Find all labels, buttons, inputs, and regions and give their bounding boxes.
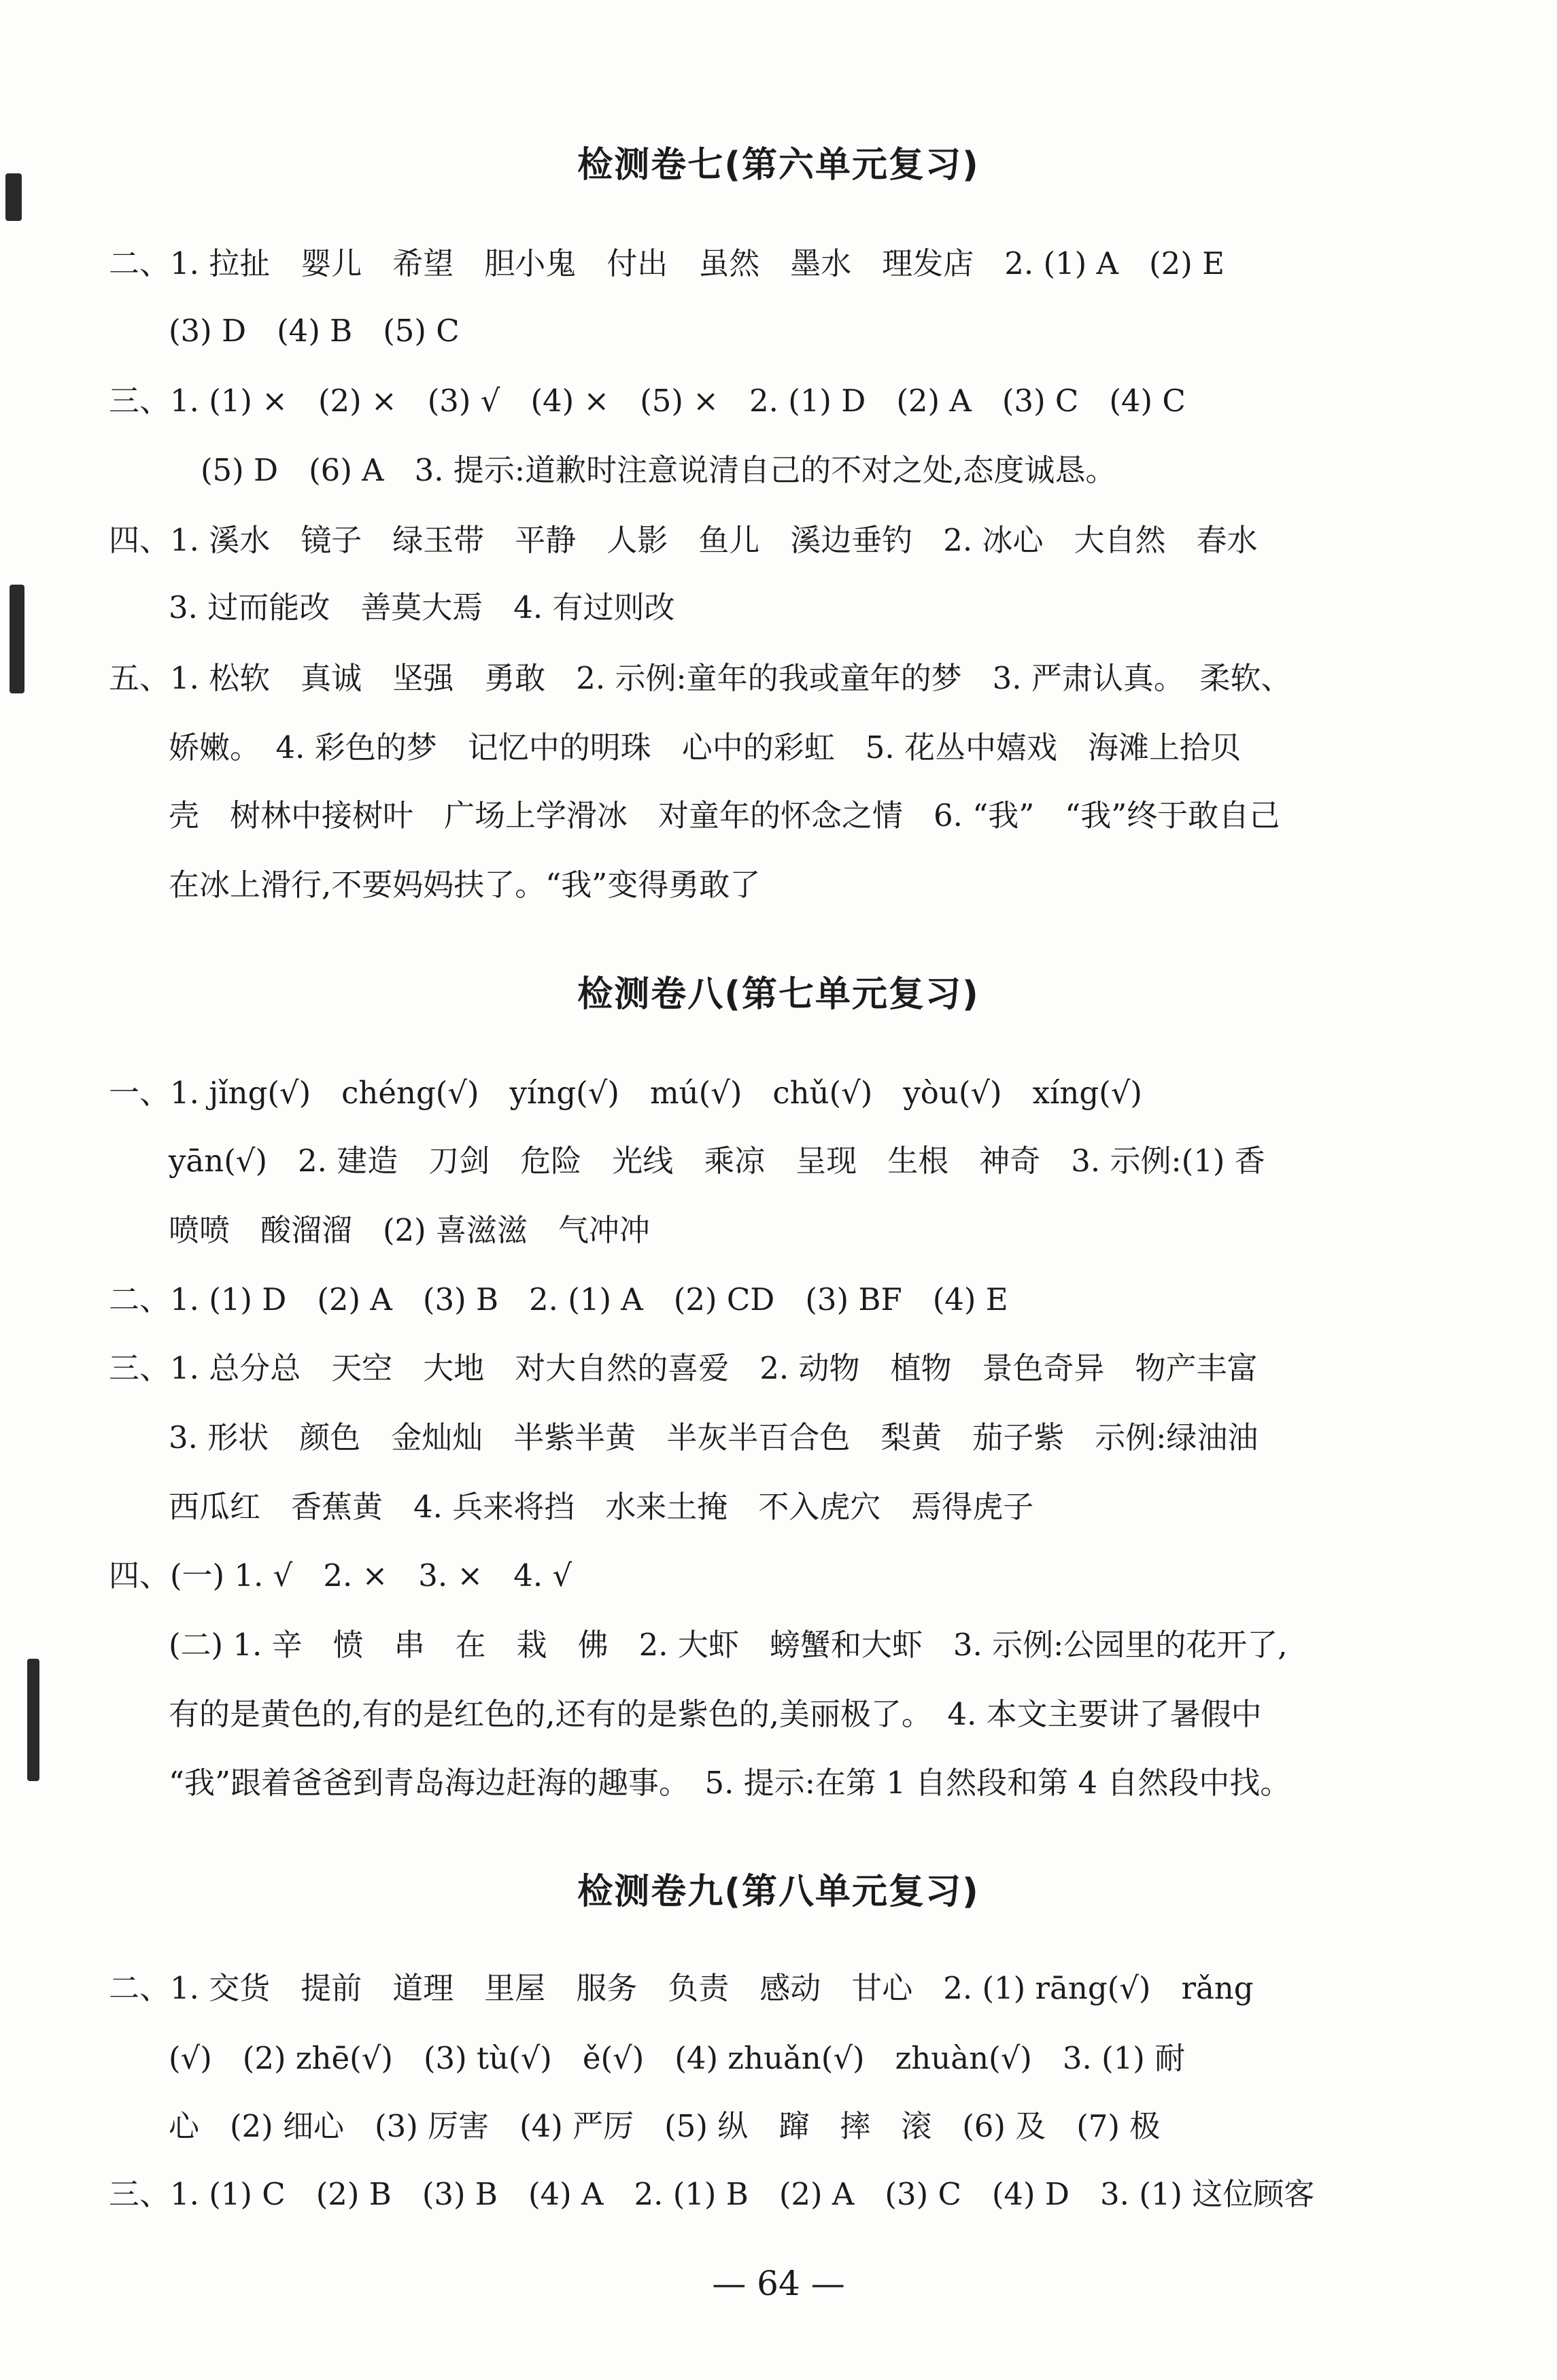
scan-mark-bottom bbox=[27, 1659, 39, 1781]
answer-line: 二、1. 交货 提前 道理 里屋 服务 负责 感动 甘心 2. (1) rāng(√) rǎng bbox=[109, 1970, 1254, 2006]
section-title: 检测卷八(第七单元复习) bbox=[577, 974, 980, 1015]
answer-line: 壳 树林中接树叶 广场上学滑冰 对童年的怀念之情 6. “我” “我”终于敢自己 bbox=[169, 797, 1280, 833]
answer-line: 二、1. (1) D (2) A (3) B 2. (1) A (2) CD (3) BF (4) E bbox=[109, 1281, 1008, 1317]
answer-line: “我”跟着爸爸到青岛海边赶海的趣事。 5. 提示:在第 1 自然段和第 4 自然段中找。 bbox=[169, 1765, 1291, 1801]
answer-line: 一、1. jǐng(√) chéng(√) yíng(√) mú(√) chǔ(√) yòu(√) xíng(√) bbox=[109, 1075, 1142, 1111]
answer-line: (3) D (4) B (5) C bbox=[169, 313, 460, 349]
answer-line: 三、1. 总分总 天空 大地 对大自然的喜爱 2. 动物 植物 景色奇异 物产丰富 bbox=[109, 1350, 1258, 1386]
answer-line: 有的是黄色的,有的是红色的,还有的是紫色的,美丽极了。 4. 本文主要讲了暑假中 bbox=[169, 1696, 1262, 1732]
answer-line: (5) D (6) A 3. 提示:道歉时注意说清自己的不对之处,态度诚恳。 bbox=[201, 452, 1116, 488]
answer-line: yān(√) 2. 建造 刀剑 危险 光线 乘凉 呈现 生根 神奇 3. 示例:(1) 香 bbox=[169, 1143, 1265, 1179]
answer-line: 喷喷 酸溜溜 (2) 喜滋滋 气冲冲 bbox=[169, 1212, 651, 1248]
answer-line: 四、(一) 1. √ 2. × 3. × 4. √ bbox=[109, 1557, 572, 1593]
answer-line: 五、1. 松软 真诚 坚强 勇敢 2. 示例:童年的我或童年的梦 3. 严肃认真。 柔软、 bbox=[109, 660, 1292, 696]
answer-line: 3. 形状 颜色 金灿灿 半紫半黄 半灰半百合色 梨黄 茄子紫 示例:绿油油 bbox=[169, 1419, 1259, 1455]
answer-line: 心 (2) 细心 (3) 厉害 (4) 严厉 (5) 纵 蹿 摔 滚 (6) 及 (7) 极 bbox=[169, 2108, 1161, 2144]
section-title: 检测卷七(第六单元复习) bbox=[577, 145, 980, 186]
answer-line: 四、1. 溪水 镜子 绿玉带 平静 人影 鱼儿 溪边垂钓 2. 冰心 大自然 春水 bbox=[109, 522, 1258, 558]
answer-line: 三、1. (1) × (2) × (3) √ (4) × (5) × 2. (1) D (2) A (3) C (4) C bbox=[109, 383, 1186, 419]
answer-line: (√) (2) zhē(√) (3) tù(√) ě(√) (4) zhuǎn(√) zhuàn(√) 3. (1) 耐 bbox=[169, 2040, 1186, 2076]
answer-line: 娇嫩。 4. 彩色的梦 记忆中的明珠 心中的彩虹 5. 花丛中嬉戏 海滩上拾贝 bbox=[169, 729, 1241, 765]
answer-line: 三、1. (1) C (2) B (3) B (4) A 2. (1) B (2) A (3) C (4) D 3. (1) 这位顾客 bbox=[109, 2176, 1315, 2212]
answer-line: 在冰上滑行,不要妈妈扶了。“我”变得勇敢了 bbox=[169, 867, 761, 903]
answer-line: 3. 过而能改 善莫大焉 4. 有过则改 bbox=[169, 589, 675, 625]
section-title: 检测卷九(第八单元复习) bbox=[577, 1872, 980, 1912]
answer-line: (二) 1. 辛 愤 串 在 栽 佛 2. 大虾 螃蟹和大虾 3. 示例:公园里的花开了, bbox=[169, 1627, 1288, 1663]
answer-line: 西瓜红 香蕉黄 4. 兵来将挡 水来土掩 不入虎穴 焉得虎子 bbox=[169, 1489, 1034, 1525]
answer-line: 二、1. 拉扯 婴儿 希望 胆小鬼 付出 虽然 墨水 理发店 2. (1) A (2) E bbox=[109, 245, 1225, 281]
page-number: — 64 — bbox=[712, 2264, 845, 2303]
scan-mark-middle bbox=[10, 585, 24, 693]
